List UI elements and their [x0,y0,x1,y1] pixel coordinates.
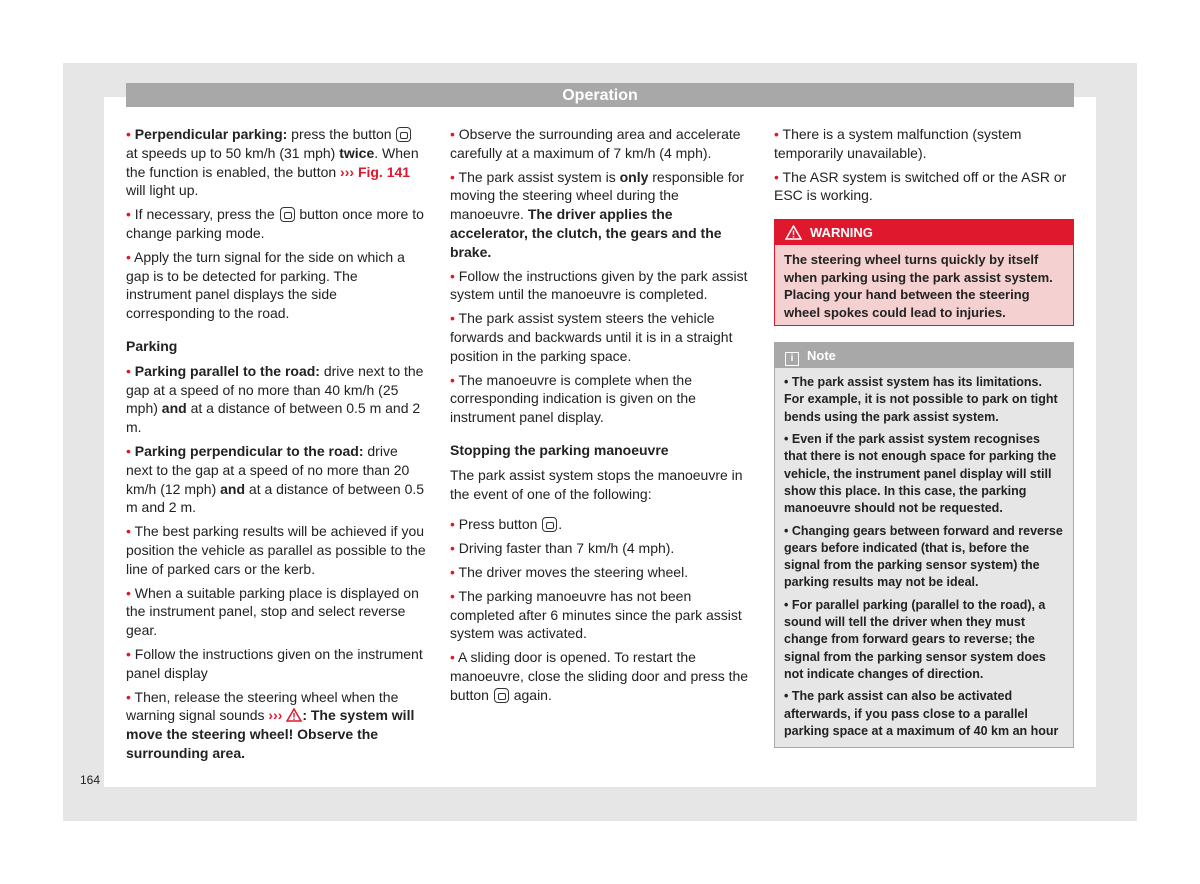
list-item: • The best parking results will be achieved if you position the vehicle as parallel as possible to the line of parked cars or the kerb. [126,523,426,577]
bullet: • [126,126,131,142]
list-item: • Driving faster than 7 km/h (4 mph). [450,540,675,557]
column-2 [450,125,750,710]
page-number: 164 [80,773,101,787]
list-item: • There is a system malfunction (system temporarily unavailable). [774,126,1022,161]
stop-intro: The park assist system stops the manoeuvre in the event of one of the following: [450,466,743,502]
note-item: • The park assist system has its limitations. For example, it is not possible to park on tight bends using the park assist system. [784,375,1058,424]
list-item: • Apply the turn signal for the side on which a gap is to be detected for parking. The instrument panel displays the side corresponding to the road. [126,248,405,322]
note-item: • For parallel parking (parallel to the road), a sound will tell the driver when they must change from forward gears to reverse; the signal from the parking sensor system does not indicate changes of direction. [784,597,1046,681]
warning-box [774,219,1074,326]
list-item: • The parking manoeuvre has not been completed after 6 minutes since the park assist system was activated. [450,587,742,642]
list-item: • The ASR system is switched off or the ASR or ESC is working. [774,168,1067,204]
list-item: • The park assist system is only responsible for moving the steering wheel during the manoeuvre. The driver applies the accelerator, the clutch, the gears and the brake. [450,168,745,260]
warning-header: WARNING [775,220,1073,245]
list-item: • The manoeuvre is complete when the corresponding indication is given on the instrument panel display. [450,371,696,426]
column-1 [126,125,426,768]
column-3 [774,125,1074,748]
list-item: • The driver moves the steering wheel. [450,563,689,580]
note-item: • Even if the park assist system recognises that there is not enough space for parking the vehicle, the instrument panel display will still show this place. In this case, the parking manoeuvre should not be requested. [784,432,1057,516]
list-item: • Parking perpendicular to the road: drive next to the gap at a speed of no more than 20 km/h (12 mph) and at a distance of between 0.5 m and 2 m. [126,442,425,516]
list-item: • If necessary, press the button once more to change parking mode. [126,206,424,241]
list-item: • Then, release the steering wheel when the warning signal sounds ››› : The system will move the steering wheel! Observe the surrounding area. [126,688,415,761]
warning-triangle-icon [286,708,302,722]
list-item: • A sliding door is opened. To restart the manoeuvre, close the sliding door and press the button again. [450,649,749,703]
figure-link[interactable]: Fig. 141 [357,163,411,180]
warning-text: The steering wheel turns quickly by itself when parking using the park assist system. Placing your hand between the steering wheel spokes could lead to injuries. [784,252,1053,320]
list-item: • Observe the surrounding area and accelerate carefully at a maximum of 7 km/h (4 mph). [450,126,741,161]
stop-heading: Stopping the parking manoeuvre [450,441,669,458]
note-item: • Changing gears between forward and reverse gears before indicated (that is, before the signal from the parking sensor system) the parking results may not be ideal. [784,523,1063,590]
note-item: • The park assist can also be activated afterwards, if you pass close to a parallel parking space at a maximum of 40 km an hour [784,689,1059,738]
list-item: • Press button . [450,516,563,533]
list-item: • Follow the instructions given on the instrument panel display [126,645,423,681]
list-item: • When a suitable parking place is displayed on the instrument panel, stop and select reverse gear. [126,584,419,639]
park-assist-button-icon [494,688,509,703]
list-item: • Follow the instructions given by the park assist system until the manoeuvre is completed. [450,267,748,303]
list-item: • Perpendicular parking: press the button at speeds up to 50 km/h (31 mph) twice. When the function is enabled, the button ››› Fig. 141 will light up. [126,126,419,199]
park-assist-button-icon [280,207,295,222]
note-body [775,368,1073,747]
list-item: • The park assist system steers the vehicle forwards and backwards until it is in a straight position in the parking space. [450,310,733,364]
park-assist-button-icon [396,127,411,142]
note-header: i Note [775,343,1073,368]
info-icon: i [785,352,799,366]
parking-heading: Parking [126,337,178,354]
list-item: • Parking parallel to the road: drive next to the gap at a speed of no more than 40 km/h (25 mph) and at a distance of between 0.5 m and 2 m. [126,362,424,436]
note-box [774,342,1074,748]
park-assist-button-icon [542,517,557,532]
section-header: Operation [126,83,1074,107]
warning-triangle-icon [785,225,802,240]
